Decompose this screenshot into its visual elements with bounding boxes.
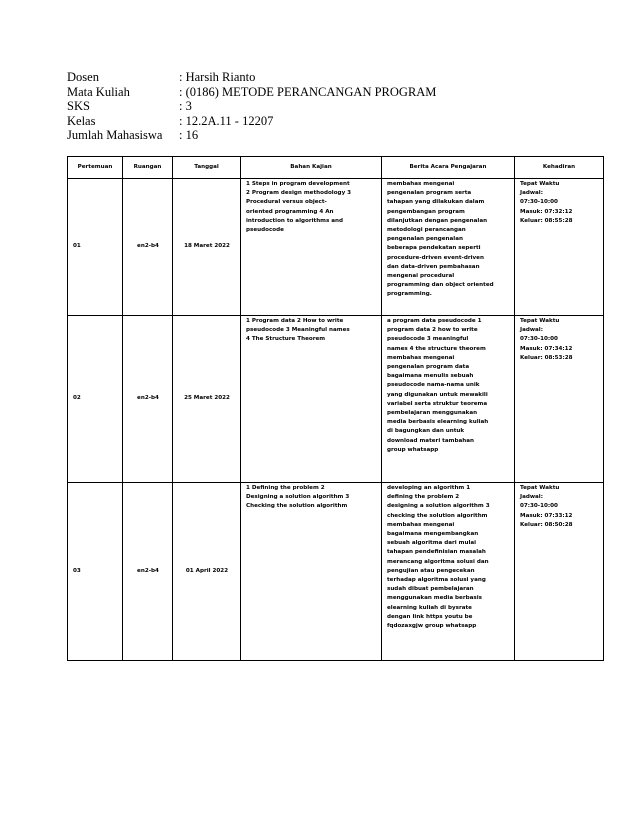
- table-row: [68, 179, 604, 316]
- kelas-value: : 12.2A.11 - 12207: [179, 113, 274, 128]
- info-row-dosen: [67, 70, 436, 85]
- col-header-pertemuan: Pertemuan: [68, 157, 123, 179]
- col-header-ruangan: Ruangan: [123, 157, 173, 179]
- cell-pertemuan: 01: [68, 179, 123, 316]
- info-row-mata-kuliah: [67, 85, 436, 100]
- cell-ruangan: en2-b4: [123, 483, 173, 661]
- attendance-table: [67, 156, 604, 661]
- kelas-label: Kelas: [67, 113, 96, 128]
- cell-bahan-kajian: 1 Program data 2 How to write pseudocode 3 Meaningful names 4 The Structure Theorem: [241, 316, 382, 483]
- info-row-kelas: [67, 114, 436, 129]
- cell-pertemuan: 02: [68, 316, 123, 483]
- table-row: [68, 316, 604, 483]
- cell-berita-acara: membahas mengenai pengenalan program serta tahapan yang dilakukan dalam pengembangan program dilanjutkan dengan pengenalan metodologi perancangan pengenalan pengenalan beberapa pendekatan seperti procedure-driven event-driven dan data-driven pembahasan mengenai procedural programming dan object oriented programming.: [382, 179, 515, 316]
- col-header-kehadiran: Kehadiran: [515, 157, 604, 179]
- jumlah-mahasiswa-value: : 16: [179, 128, 199, 143]
- cell-tanggal: 25 Maret 2022: [173, 316, 241, 483]
- sks-value: : 3: [179, 99, 192, 114]
- cell-berita-acara: a program data pseudocode 1 program data 2 how to write pseudocode 3 meaningful names 4 the structure theorem membahas mengenai pengenalan program data bagaimana menulis sebuah pseudocode nama-nama unik yang digunakan untuk mewakili variabel serta struktur teorema pembelajaran menggunakan media berbasis elearning kuliah di bagungkan dan untuk download materi tambahan group whatsapp: [382, 316, 515, 483]
- course-info: [67, 70, 436, 143]
- dosen-label: Dosen: [67, 70, 99, 84]
- cell-bahan-kajian: 1 Steps in program development 2 Program design methodology 3 Procedural versus object- oriented programming 4 An introduction to algorithms and pseudocode: [241, 179, 382, 316]
- mata-kuliah-label: Mata Kuliah: [67, 84, 130, 99]
- cell-bahan-kajian: 1 Defining the problem 2 Designing a solution algorithm 3 Checking the solution algorithm: [241, 483, 382, 661]
- cell-kehadiran: Tepat Waktu Jadwal: 07:30-10:00 Masuk: 07:33:12 Keluar: 08:50:28: [515, 483, 604, 661]
- cell-kehadiran: Tepat Waktu Jadwal: 07:30-10:00 Masuk: 07:32:12 Keluar: 08:55:28: [515, 179, 604, 316]
- cell-kehadiran: Tepat Waktu Jadwal: 07:30-10:00 Masuk: 07:34:12 Keluar: 08:53:28: [515, 316, 604, 483]
- col-header-bahan-kajian: Bahan Kajian: [241, 157, 382, 179]
- col-header-tanggal: Tanggal: [173, 157, 241, 179]
- table-header-row: [68, 157, 604, 179]
- info-row-sks: [67, 99, 436, 114]
- col-header-berita-acara: Berita Acara Pengajaran: [382, 157, 515, 179]
- cell-ruangan: en2-b4: [123, 179, 173, 316]
- info-row-jumlah-mahasiswa: [67, 128, 436, 143]
- cell-berita-acara: developing an algorithm 1 defining the problem 2 designing a solution algorithm 3 checking the solution algorithm membahas mengenai bagaimana mengembangkan sebuah algoritma dari mulai tahapan pendefinisian masalah merancang algoritma solusi dan pengujian atau pengecekan terhadap algoritma solusi yang sudah dibuat pembelajaran menggunakan media berbasis elearning kuliah di bysrate dengan link https youtu be fqdozaxgjw group whatsapp: [382, 483, 515, 661]
- cell-tanggal: 01 April 2022: [173, 483, 241, 661]
- table-row: [68, 483, 604, 661]
- sks-label: SKS: [67, 99, 90, 114]
- jumlah-mahasiswa-label: Jumlah Mahasiswa: [67, 128, 163, 143]
- cell-tanggal: 18 Maret 2022: [173, 179, 241, 316]
- dosen-value: : Harsih Rianto: [179, 70, 256, 84]
- cell-pertemuan: 03: [68, 483, 123, 661]
- mata-kuliah-value: : (0186) METODE PERANCANGAN PROGRAM: [179, 84, 437, 99]
- cell-ruangan: en2-b4: [123, 316, 173, 483]
